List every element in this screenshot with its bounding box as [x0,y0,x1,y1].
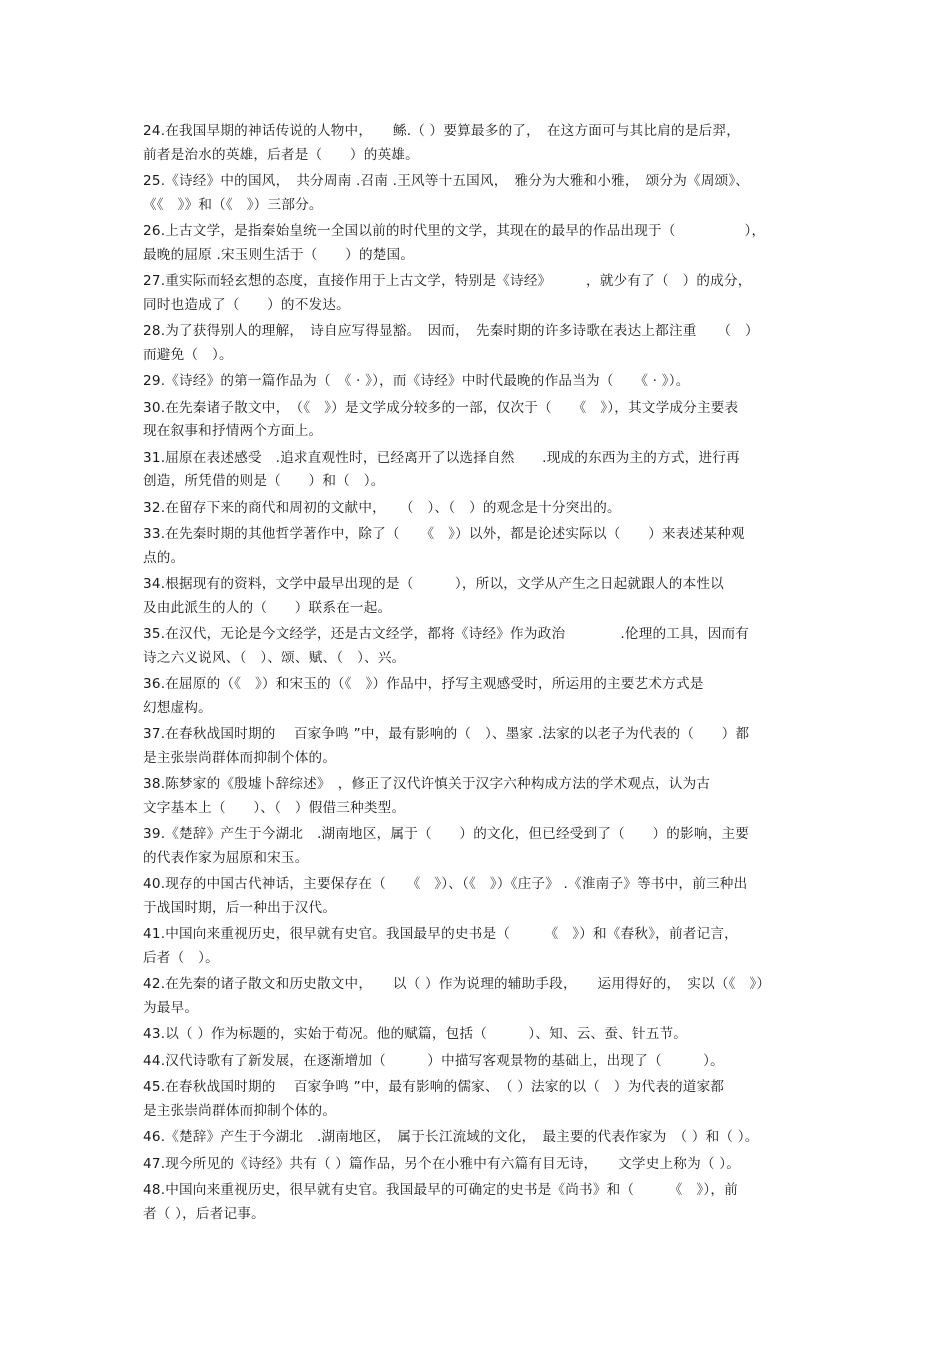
question-text-line: 47.现今所见的《诗经》共有（ ）篇作品，另个在小雅中有六篇有目无诗， 文学史上称为（ ）。 [143,1155,740,1172]
question-text-line: 35.在汉代，无论是今文经学，还是古文经学，都将《诗经》作为政治 .伦理的工具，因而有 [143,626,750,642]
question-text-line: 28.为了获得别人的理解， 诗自应写得显豁。 因而， 先秦时期的许多诗歌在表达上都注重 （ ） [143,323,759,339]
question-text-line: 45.在春秋战国时期的 百家争鸣 ”中，最有影响的儒家、 （ ）法家的以（ ）为代表的道家都 [143,1079,725,1095]
question-text-line: 48.中国向来重视历史，很早就有史官。我国最早的可确定的史书是《尚书》和（ 《 》），前 [143,1182,738,1198]
question-42 [143,973,813,1020]
question-text-line: 26.上古文学，是指秦始皇统一全国以前的时代里的文学，其现在的最早的作品出现于（ ）， [143,223,766,239]
question-text-line: 文字基本上（ ）、（ ）假借三种类型。 [143,799,406,816]
question-24 [143,120,813,167]
question-text-line: 的代表作家为屈原和宋玉。 [143,849,309,866]
question-text-line: 25.《诗经》中的国风， 共分周南 .召南 .王风等十五国风， 雅分为大雅和小雅， 颂分为《周颂》、 [143,173,750,189]
question-27 [143,270,813,317]
question-text-line: 34.根据现有的资料，文学中最早出现的是（ ），所以，文学从产生之日起就跟人的本性以 [143,576,724,592]
question-44 [143,1050,813,1074]
question-text-line: 29.《诗经》的第一篇作品为（ 《 · 》），而《诗经》中时代最晚的作品当为（ 《 · 》）。 [143,373,690,389]
question-text-line: 诗之六义说风、（ ）、颂、赋、（ ）、兴。 [143,649,406,666]
question-38 [143,773,813,820]
question-text-line: 32.在留存下来的商代和周初的文献中， （ ）、（ ）的观念是十分突出的。 [143,499,621,516]
question-39 [143,823,813,870]
question-text-line: 于战国时期，后一种出于汉代。 [143,899,337,916]
question-text-line: 41.中国向来重视历史，很早就有史官。我国最早的史书是（ 《 》）和《春秋》，前者记言， [143,926,738,942]
question-text-line: 39.《楚辞》产生于今湖北 .湖南地区，属于（ ）的文化，但已经受到了（ ）的影响，主要 [143,826,750,842]
question-text-line: 42.在先秦的诸子散文和历史散文中， 以（ ）作为说理的辅助手段， 运用得好的， 实以（《 》） [143,976,771,992]
question-45 [143,1076,813,1123]
question-text-line: 37.在春秋战国时期的 百家争鸣 ”中，最有影响的（ ）、墨家 .法家的以老子为代表的（ ）都 [143,726,750,742]
question-text-line: 点的。 [143,549,185,566]
question-26 [143,220,813,267]
question-text-line: 幻想虚构。 [143,699,212,716]
question-29 [143,370,813,394]
question-41 [143,923,813,970]
question-text-line: 36.在屈原的（《 》）和宋玉的（《 》）作品中，抒写主观感受时，所运用的主要艺术方式是 [143,676,704,692]
question-text-line: 是主张崇尚群体而抑制个体的。 [143,1102,337,1119]
question-25 [143,170,813,217]
question-text-line: 同时也造成了（ ）的不发达。 [143,296,350,313]
question-37 [143,723,813,770]
question-47 [143,1153,813,1177]
question-40 [143,873,813,920]
question-text-line: 后者（ ）。 [143,949,219,966]
question-30 [143,397,813,444]
question-48 [143,1179,813,1226]
question-text-line: 而避免（ ）。 [143,346,233,363]
question-32 [143,497,813,521]
question-text-line: 现在叙事和抒情两个方面上。 [143,423,323,439]
question-text-line: 44.汉代诗歌有了新发展，在逐渐增加（ ）中描写客观景物的基础上，出现了（ ）。 [143,1052,724,1069]
question-36 [143,673,813,720]
question-text-line: 24.在我国早期的神话传说的人物中， 鲧.（ ）要算最多的了， 在这方面可与其比肩的是后羿， [143,123,740,139]
question-text-line: 前者是治水的英雄，后者是（ ）的英雄。 [143,146,419,163]
question-text-line: 46.《楚辞》产生于今湖北 .湖南地区， 属于长江流域的文化， 最主要的代表作家为 （ ）和（ ）。 [143,1129,759,1145]
question-text-line: 为最早。 [143,999,199,1016]
question-text-line: 是主张崇尚群体而抑制个体的。 [143,749,337,766]
question-text-line: 最晚的屈原 .宋玉则生活于（ ）的楚国。 [143,246,415,263]
question-text-line: 40.现存的中国古代神话，主要保存在（ 《 》）、（《 》）《庄子》 .《淮南子》等书中，前三种出 [143,876,748,892]
question-list [143,120,813,1229]
question-31 [143,447,813,494]
question-text-line: 38.陈梦家的《殷墟卜辞综述》 ，修正了汉代许慎关于汉字六种构成方法的学术观点，认为古 [143,776,711,792]
question-text-line: 30.在先秦诸子散文中， （《 》）是文学成分较多的一部，仅次于（ 《 》），其文学成分主要表 [143,399,739,416]
question-text-line: 33.在先秦时期的其他哲学著作中，除了（ 《 》）以外，都是论述实际以（ ）来表述某种观 [143,526,745,542]
question-text-line: 《《 》》和（《 》）三部分。 [143,196,323,213]
question-text-line: 31.屈原在表述感受 .追求直观性时，已经离开了以选择自然 .现成的东西为主的方式，进行再 [143,449,740,466]
question-text-line: 27.重实际而轻玄想的态度，直接作用于上古文学，特别是《诗经》 ，就少有了（ ）的成分， [143,273,752,289]
question-text-line: 及由此派生的人的（ ）联系在一起。 [143,599,392,616]
question-35 [143,623,813,670]
question-46 [143,1126,813,1150]
question-text-line: 43.以（ ）作为标题的，实始于荀况。他的赋篇，包括（ ）、知、云、蚕、针五节。 [143,1026,688,1042]
question-28 [143,320,813,367]
question-34 [143,573,813,620]
question-text-line: 创造，所凭借的则是（ ）和（ ）。 [143,473,385,489]
question-text-line: 者（ ），后者记事。 [143,1205,265,1222]
question-33 [143,523,813,570]
question-43 [143,1023,813,1047]
